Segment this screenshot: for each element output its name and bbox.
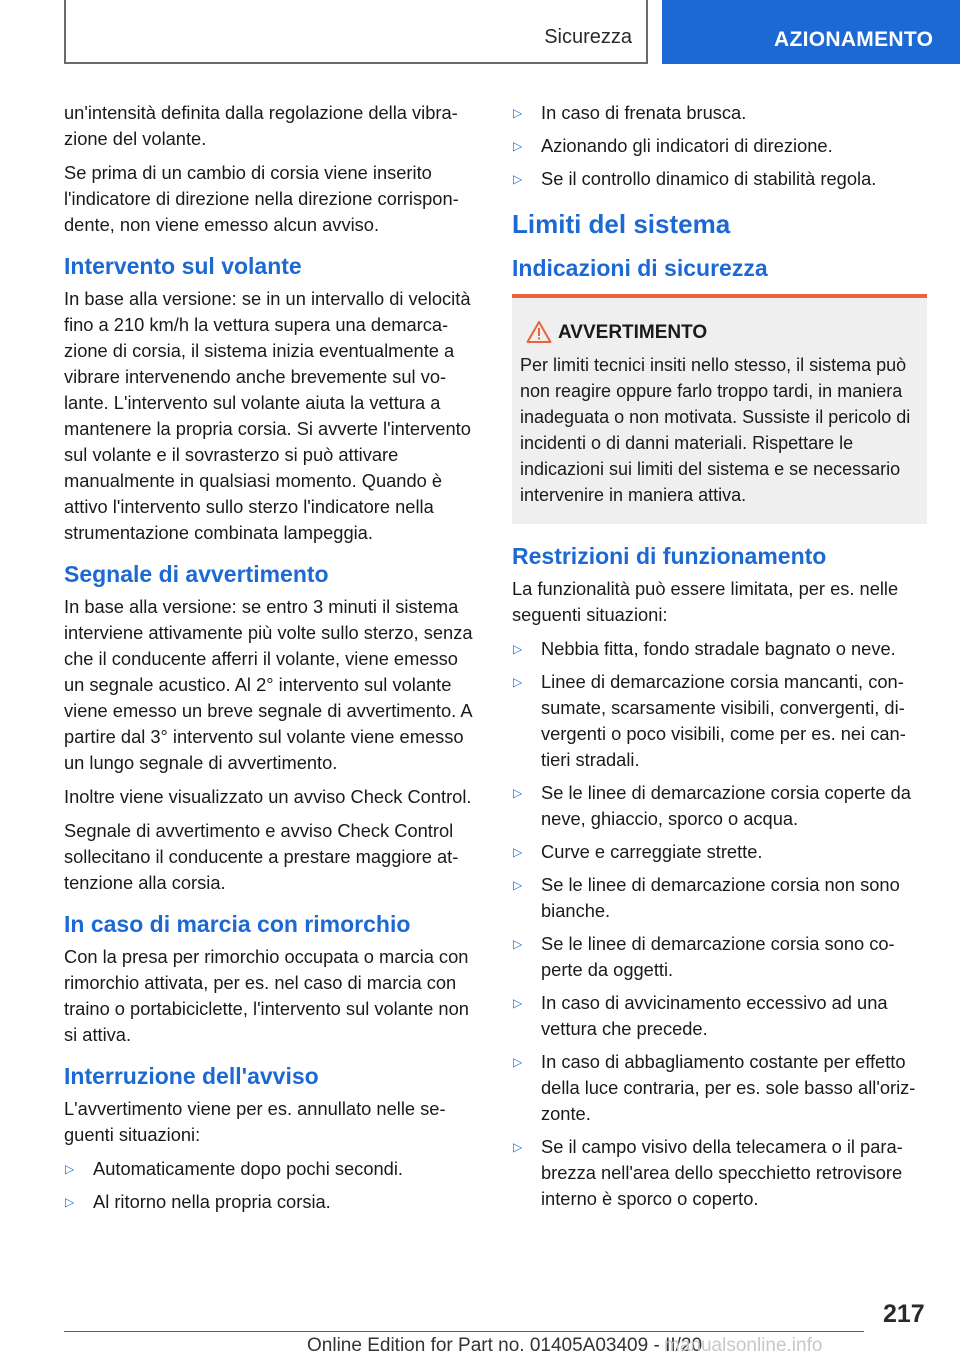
chapter-title: AZIONAMENTO	[774, 28, 934, 51]
cancellation-list	[512, 100, 927, 192]
right-column	[512, 100, 927, 1219]
watermark: manualsonline.info	[664, 1335, 823, 1356]
bullet-triangle-icon: ▷	[513, 172, 523, 186]
bullet-triangle-icon: ▷	[65, 1162, 75, 1176]
list-item: ▷ Azionando gli indicatori di direzione.	[512, 133, 927, 159]
warning-box	[512, 294, 927, 524]
heading-safety-notes: Indicazioni di sicurezza	[512, 255, 768, 281]
paragraph: L'avvertimento viene per es. annullato nelle seguenti situazioni:	[64, 1098, 446, 1145]
interruption-list	[64, 1156, 479, 1215]
list-item: ▷ In caso di abbagliamento costante per effetto della luce contraria, per es. sole basso all'orizzonte.	[513, 1051, 916, 1124]
heading-restrictions: Restrizioni di funzionamento	[512, 543, 827, 569]
heading-steering: Intervento sul volante	[64, 253, 302, 279]
heading-trailer: In caso di marcia con rimorchio	[64, 911, 411, 937]
page-number: 217	[883, 1300, 925, 1328]
warning-text: Per limiti tecnici insiti nello stesso, il sistema può non reagire oppure farlo troppo tardi, in maniera inadeguata o non motivata. Sussiste il pericolo di incidenti o di danni materiali. Rispettare le indicazioni sui limiti del sistema e se necessario intervenire in maniera attiva.	[520, 355, 911, 505]
bullet-triangle-icon: ▷	[513, 106, 523, 120]
bullet-triangle-icon: ▷	[513, 1055, 523, 1069]
paragraph: un'intensità definita dalla regolazione della vibrazione del volante.	[64, 102, 458, 149]
restrictions-list	[512, 636, 927, 1212]
list-item: ▷ In caso di avvicinamento eccessivo ad una vettura che precede.	[513, 992, 888, 1039]
list-item: ▷ Automaticamente dopo pochi secondi.	[64, 1156, 479, 1182]
section-title: Sicurezza	[544, 26, 632, 48]
footer-divider	[64, 1331, 864, 1332]
list-item: ▷ Se le linee di demarcazione corsia coperte da neve, ghiaccio, sporco o acqua.	[513, 782, 911, 829]
list-item: ▷ Linee di demarcazione corsia mancanti, consumate, scarsamente visibili, convergenti, divergenti o poco visibili, come per es. nei cantieri stradali.	[513, 671, 906, 770]
page-header	[0, 0, 960, 66]
list-item: ▷ Se le linee di demarcazione corsia non sono bianche.	[513, 874, 900, 921]
list-item: ▷ Curve e carreggiate strette.	[512, 839, 927, 865]
bullet-triangle-icon: ▷	[513, 139, 523, 153]
bullet-triangle-icon: ▷	[513, 675, 523, 689]
edition-note: Online Edition for Part no. 01405A03409 - II/20	[307, 1335, 703, 1356]
paragraph: Con la presa per rimorchio occupata o marcia con rimorchio attivata, per es. nel caso di marcia con traino o portabiciclette, l'intervento sul volante non si attiva.	[64, 946, 469, 1045]
bullet-triangle-icon: ▷	[513, 878, 523, 892]
paragraph: Se prima di un cambio di corsia viene inserito l'indicatore di direzione nella direzione corrispondente, non viene emesso alcun avviso.	[64, 162, 459, 235]
paragraph: In base alla versione: se entro 3 minuti il sistema interviene attivamente più volte sullo sterzo, senza che il conducente afferri il volante, viene emesso un segnale acustico. Al 2° intervento sul volante viene emesso un breve segnale di avvertimento. A partire dal 3° intervento sul volante viene emesso un lungo segnale di avvertimento.	[64, 596, 473, 773]
section-tab	[64, 0, 648, 64]
bullet-triangle-icon: ▷	[513, 642, 523, 656]
paragraph: In base alla versione: se in un intervallo di velocità fino a 210 km/h la vettura supera una demarcazione di corsia, il sistema inizia eventualmente a vibrare intervenendo anche brevemente sul volante. L'intervento sul volante aiuta la vettura a mantenere la propria corsia. Si avverte l'intervento sul volante e il sovrasterzo si può attivare manualmente in qualsiasi momento. Quando è attivo l'intervento sullo sterzo l'indicatore nella strumentazione combinata lampeggia.	[64, 288, 471, 543]
bullet-triangle-icon: ▷	[513, 786, 523, 800]
list-item: ▷ Nebbia fitta, fondo stradale bagnato o neve.	[512, 636, 927, 662]
heading-warning-signal: Segnale di avvertimento	[64, 561, 329, 587]
heading-system-limits: Limiti del sistema	[512, 209, 731, 239]
chapter-tab	[662, 0, 960, 64]
paragraph: Inoltre viene visualizzato un avviso Check Control.	[64, 786, 472, 807]
bullet-triangle-icon: ▷	[65, 1195, 75, 1209]
bullet-triangle-icon: ▷	[513, 845, 523, 859]
list-item: ▷ Se le linee di demarcazione corsia sono coperte da oggetti.	[513, 933, 895, 980]
list-item: ▷ Se il controllo dinamico di stabilità regola.	[512, 166, 927, 192]
bullet-triangle-icon: ▷	[513, 996, 523, 1010]
bullet-triangle-icon: ▷	[513, 1140, 523, 1154]
list-item: ▷ Al ritorno nella propria corsia.	[64, 1189, 479, 1215]
list-item: ▷ In caso di frenata brusca.	[512, 100, 927, 126]
paragraph: Segnale di avvertimento e avviso Check Control sollecitano il conducente a prestare maggiore attenzione alla corsia.	[64, 820, 459, 893]
left-column	[64, 100, 479, 1222]
bullet-triangle-icon: ▷	[513, 937, 523, 951]
heading-interruption: Interruzione dell'avviso	[64, 1063, 319, 1089]
list-item: ▷ Se il campo visivo della telecamera o il parabrezza nell'area dello specchietto retrovisore interno è sporco o coperto.	[513, 1136, 903, 1209]
warning-title: AVVERTIMENTO	[520, 320, 919, 346]
paragraph: La funzionalità può essere limitata, per es. nelle seguenti situazioni:	[512, 578, 899, 625]
warning-triangle-icon	[526, 320, 552, 344]
